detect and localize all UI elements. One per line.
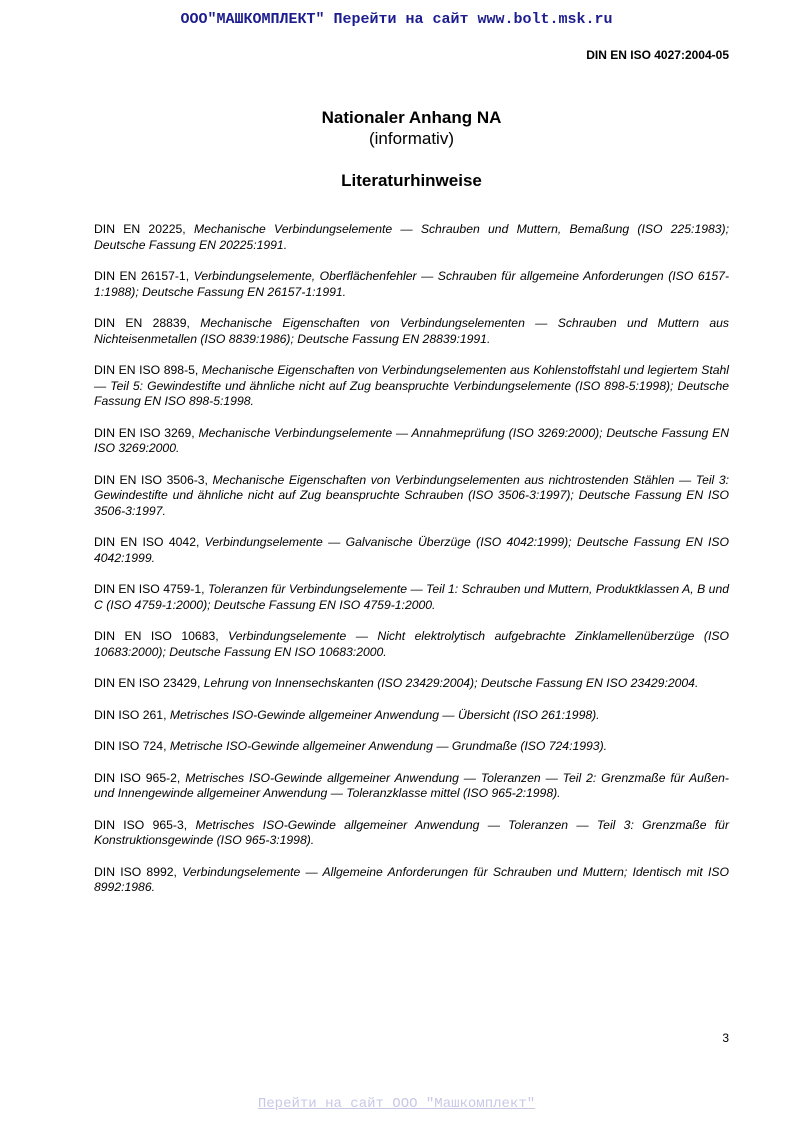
- bibliography-entry: [94, 676, 729, 692]
- ref-title: Toleranzen für Verbindungselemente — Teil 1: Schrauben und Muttern, Produktklassen A, B und C (ISO 4759-1:2000); Deutsche Fassung EN ISO 4759-1:2000.: [94, 582, 729, 612]
- ref-title: Mechanische Verbindungselemente — Annahmeprüfung (ISO 3269:2000); Deutsche Fassung EN ISO 3269:2000.: [94, 425, 729, 455]
- ref-code: DIN EN 28839,: [94, 316, 201, 330]
- bibliography-entry: [94, 316, 729, 347]
- ref-title: Verbindungselemente — Allgemeine Anforderungen für Schrauben und Muttern; Identisch mit ISO 8992:1986.: [94, 864, 729, 894]
- bibliography-entry: [94, 708, 729, 724]
- ref-title: Verbindungselemente, Oberflächenfehler — Schrauben für allgemeine Anforderungen (ISO 6157-1:1988); Deutsche Fassung EN 26157-1:1991.: [94, 269, 729, 299]
- ref-code: DIN EN ISO 3506-3,: [94, 472, 213, 487]
- ref-title: Verbindungselemente — Galvanische Überzüge (ISO 4042:1999); Deutsche Fassung EN ISO 4042:1999.: [94, 535, 729, 565]
- bibliography-entry: [94, 535, 729, 566]
- bibliography-entry: [94, 426, 729, 457]
- ref-title: Metrisches ISO-Gewinde allgemeiner Anwendung — Übersicht (ISO 261:1998).: [169, 707, 600, 722]
- ref-title: Mechanische Eigenschaften von Verbindungselementen aus Kohlenstoffstahl und legiertem Stahl — Teil 5: Gewindestifte und ähnliche nicht auf Zug beanspruchte Verbindungselemente (ISO 898-5:1998); Deutsche Fassung EN ISO 898-5:1998.: [94, 363, 729, 408]
- annex-subtitle: (informativ): [368, 129, 454, 148]
- ref-title: Metrisches ISO-Gewinde allgemeiner Anwendung — Toleranzen — Teil 2: Grenzmaße für Außen- und Innengewinde allgemeiner Anwendung — Toleranzklasse mittel (ISO 965-2:1998).: [94, 770, 729, 800]
- bibliography-entry: [94, 582, 729, 613]
- ref-code: DIN EN 20225,: [94, 222, 194, 236]
- bibliography-entry: [94, 473, 729, 520]
- annex-title: Nationaler Anhang NA: [321, 108, 502, 127]
- ref-code: DIN ISO 965-2,: [94, 770, 186, 785]
- bibliography-entry: [94, 771, 729, 802]
- ref-title: Verbindungselemente — Nicht elektrolytisch aufgebrachte Zinklamellenüberzüge (ISO 10683:2000); Deutsche Fassung EN ISO 10683:2000.: [94, 629, 729, 659]
- ref-code: DIN EN ISO 4042,: [94, 535, 205, 549]
- bibliography-entry: [94, 269, 729, 300]
- ref-title: Mechanische Eigenschaften von Verbindungselementen aus nichtrostenden Stählen — Teil 3: Gewindestifte und ähnliche nicht auf Zug beanspruchte Schrauben (ISO 3506-3:1997); Deutsche Fassung EN ISO 3506-3:1997.: [94, 472, 729, 518]
- document-id: DIN EN ISO 4027:2004-05: [586, 48, 729, 62]
- bibliography-entry: [94, 629, 729, 660]
- ref-title: Mechanische Verbindungselemente — Schrauben und Muttern, Bemaßung (ISO 225:1983); Deutsche Fassung EN 20225:1991.: [94, 222, 730, 252]
- footer-site-link[interactable]: Перейти на сайт ООО "Машкомплект": [257, 1096, 536, 1112]
- ref-code: DIN ISO 724,: [94, 739, 170, 753]
- ref-title: Metrisches ISO-Gewinde allgemeiner Anwendung — Toleranzen — Teil 3: Grenzmaße für Konstruktionsgewinde (ISO 965-3:1998).: [94, 817, 730, 847]
- ref-code: DIN EN ISO 3269,: [94, 425, 199, 440]
- page-number: 3: [722, 1031, 729, 1045]
- section-heading: Literaturhinweise: [341, 171, 482, 190]
- site-banner-link[interactable]: ООО"МАШКОМПЛЕКТ" Перейти на сайт www.bolt.msk.ru: [180, 11, 613, 28]
- ref-title: Lehrung von Innensechskanten (ISO 23429:2004); Deutsche Fassung EN ISO 23429:2004.: [203, 676, 699, 690]
- bibliography-list: [94, 222, 729, 912]
- bibliography-entry: [94, 865, 729, 896]
- ref-code: DIN EN ISO 898-5,: [94, 363, 202, 377]
- ref-code: DIN EN ISO 23429,: [94, 676, 204, 690]
- ref-title: Metrische ISO-Gewinde allgemeiner Anwendung — Grundmaße (ISO 724:1993).: [169, 739, 608, 753]
- bibliography-entry: [94, 818, 729, 849]
- ref-code: DIN EN 26157-1,: [94, 269, 194, 283]
- ref-code: DIN EN ISO 4759-1,: [94, 582, 208, 596]
- bibliography-entry: [94, 222, 729, 253]
- bibliography-entry: [94, 739, 729, 755]
- ref-code: DIN EN ISO 10683,: [94, 629, 229, 643]
- ref-code: DIN ISO 8992,: [94, 864, 183, 879]
- ref-title: Mechanische Eigenschaften von Verbindungselementen — Schrauben und Muttern aus Nichteisenmetallen (ISO 8839:1986); Deutsche Fassung EN 28839:1991.: [94, 316, 729, 346]
- ref-code: DIN ISO 261,: [94, 707, 170, 722]
- bibliography-entry: [94, 363, 729, 410]
- ref-code: DIN ISO 965-3,: [94, 817, 196, 832]
